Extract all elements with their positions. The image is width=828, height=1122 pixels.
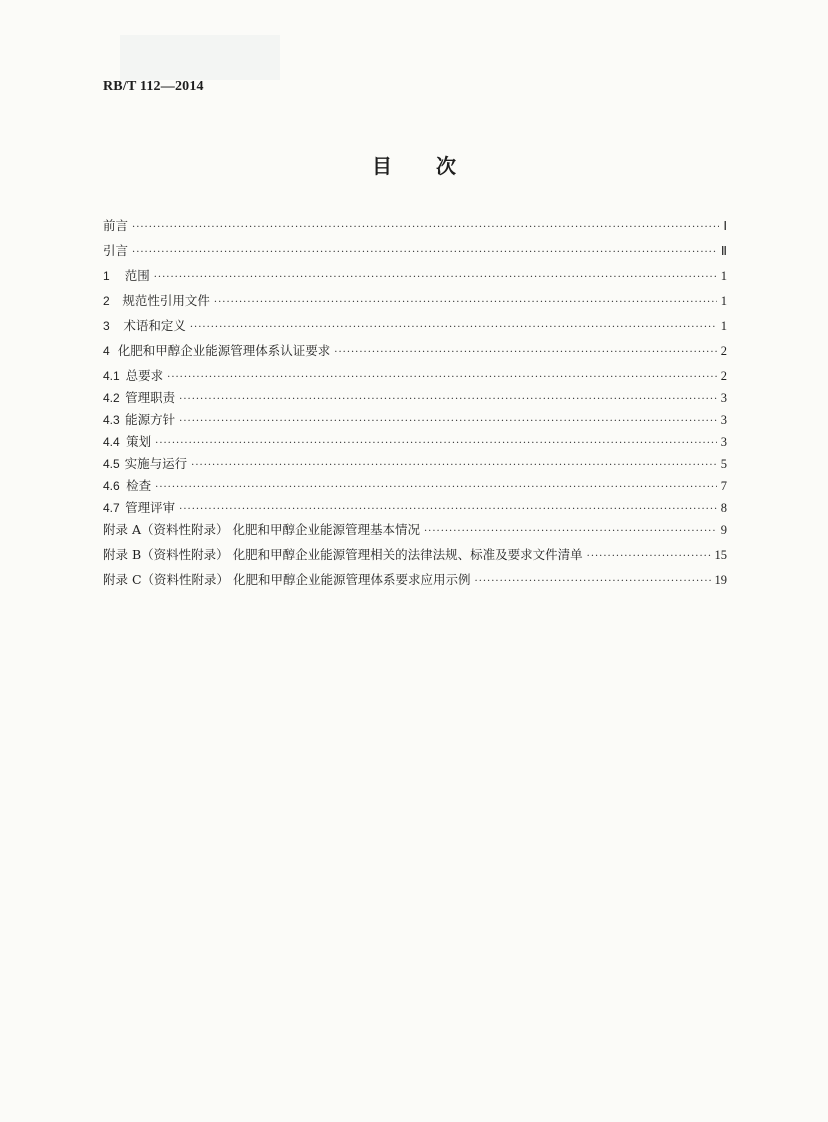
toc-entry-appendix-b[interactable]	[103, 545, 727, 570]
toc-entry-introduction[interactable]	[103, 241, 727, 266]
toc-entry-label: 规范性引用文件	[122, 293, 210, 308]
toc-entry-label: 附录 A（资料性附录） 化肥和甲醇企业能源管理基本情况	[103, 522, 420, 537]
toc-entry-page: 7	[720, 479, 727, 493]
document-code: RB/T 112—2014	[103, 79, 204, 94]
toc-entry-page: 8	[720, 501, 727, 515]
toc-entry-page: 3	[720, 435, 727, 449]
table-of-contents	[103, 216, 727, 595]
toc-entry-label: 范围	[124, 268, 150, 283]
toc-entry-label: 化肥和甲醇企业能源管理体系认证要求	[117, 343, 331, 358]
toc-entry-label: 检查	[126, 478, 152, 493]
toc-entry-label: 能源方针	[125, 412, 176, 427]
toc-entry-page: 15	[714, 548, 727, 562]
dot-leader	[132, 247, 717, 258]
dot-leader	[475, 576, 711, 587]
toc-entry-page: 9	[720, 523, 727, 537]
dot-leader	[155, 438, 717, 449]
toc-entry-number: 4.1	[103, 369, 120, 383]
toc-entry-page: 2	[720, 369, 727, 383]
toc-entry-label: 前言	[103, 218, 129, 233]
dot-leader	[191, 460, 717, 471]
toc-entry-foreword[interactable]	[103, 216, 727, 241]
toc-entry-4-6[interactable]	[103, 476, 727, 498]
toc-entry-page: 1	[720, 269, 727, 283]
dot-leader	[587, 551, 711, 562]
toc-entry-label: 总要求	[125, 368, 164, 383]
dot-leader	[132, 222, 719, 233]
page-title	[0, 150, 828, 179]
toc-entry-page: 19	[714, 573, 727, 587]
toc-entry-appendix-a[interactable]	[103, 520, 727, 545]
dot-leader	[167, 372, 717, 383]
toc-entry-number: 4.6	[103, 479, 120, 493]
toc-entry-label: 附录 C（资料性附录） 化肥和甲醇企业能源管理体系要求应用示例	[103, 572, 471, 587]
toc-entry-label: 引言	[103, 243, 129, 258]
toc-entry-4[interactable]	[103, 341, 727, 366]
dot-leader	[424, 526, 717, 537]
toc-entry-4-5[interactable]	[103, 454, 727, 476]
title-part-2: 次	[436, 154, 456, 178]
title-part-1: 目	[372, 154, 392, 178]
toc-entry-4-3[interactable]	[103, 410, 727, 432]
toc-entry-appendix-c[interactable]	[103, 570, 727, 595]
toc-entry-page: 5	[720, 457, 727, 471]
toc-entry-number: 1	[103, 269, 110, 283]
toc-entry-4-1[interactable]	[103, 366, 727, 388]
dot-leader	[154, 272, 717, 283]
toc-entry-number: 4	[103, 344, 110, 358]
dot-leader	[179, 504, 717, 515]
dot-leader	[190, 322, 717, 333]
toc-entry-number: 3	[103, 319, 110, 333]
toc-entry-2[interactable]	[103, 291, 727, 316]
dot-leader	[214, 297, 717, 308]
toc-entry-label: 实施与运行	[124, 456, 188, 471]
toc-entry-label: 术语和定义	[123, 318, 186, 333]
toc-entry-label: 管理职责	[125, 390, 176, 405]
dot-leader	[155, 482, 717, 493]
toc-entry-page: 3	[720, 391, 727, 405]
dot-leader	[334, 347, 716, 358]
toc-entry-page: 2	[720, 344, 727, 358]
toc-entry-number: 2	[103, 294, 110, 308]
toc-entry-4-2[interactable]	[103, 388, 727, 410]
dot-leader	[179, 416, 717, 427]
toc-entry-page: 3	[720, 413, 727, 427]
toc-entry-number: 4.7	[103, 501, 120, 515]
toc-entry-label: 策划	[126, 434, 152, 449]
toc-entry-number: 4.5	[103, 457, 120, 471]
toc-entry-number: 4.4	[103, 435, 120, 449]
toc-entry-number: 4.2	[103, 391, 120, 405]
toc-entry-page: Ⅱ	[720, 244, 727, 258]
toc-entry-1[interactable]	[103, 266, 727, 291]
toc-entry-page: Ⅰ	[723, 219, 727, 233]
toc-entry-4-7[interactable]	[103, 498, 727, 520]
toc-entry-page: 1	[720, 294, 727, 308]
toc-entry-page: 1	[720, 319, 727, 333]
faded-watermark	[120, 35, 280, 80]
toc-entry-number: 4.3	[103, 413, 120, 427]
toc-entry-label: 管理评审	[125, 500, 176, 515]
toc-entry-4-4[interactable]	[103, 432, 727, 454]
dot-leader	[179, 394, 717, 405]
toc-entry-3[interactable]	[103, 316, 727, 341]
toc-entry-label: 附录 B（资料性附录） 化肥和甲醇企业能源管理相关的法律法规、标准及要求文件清单	[103, 547, 583, 562]
